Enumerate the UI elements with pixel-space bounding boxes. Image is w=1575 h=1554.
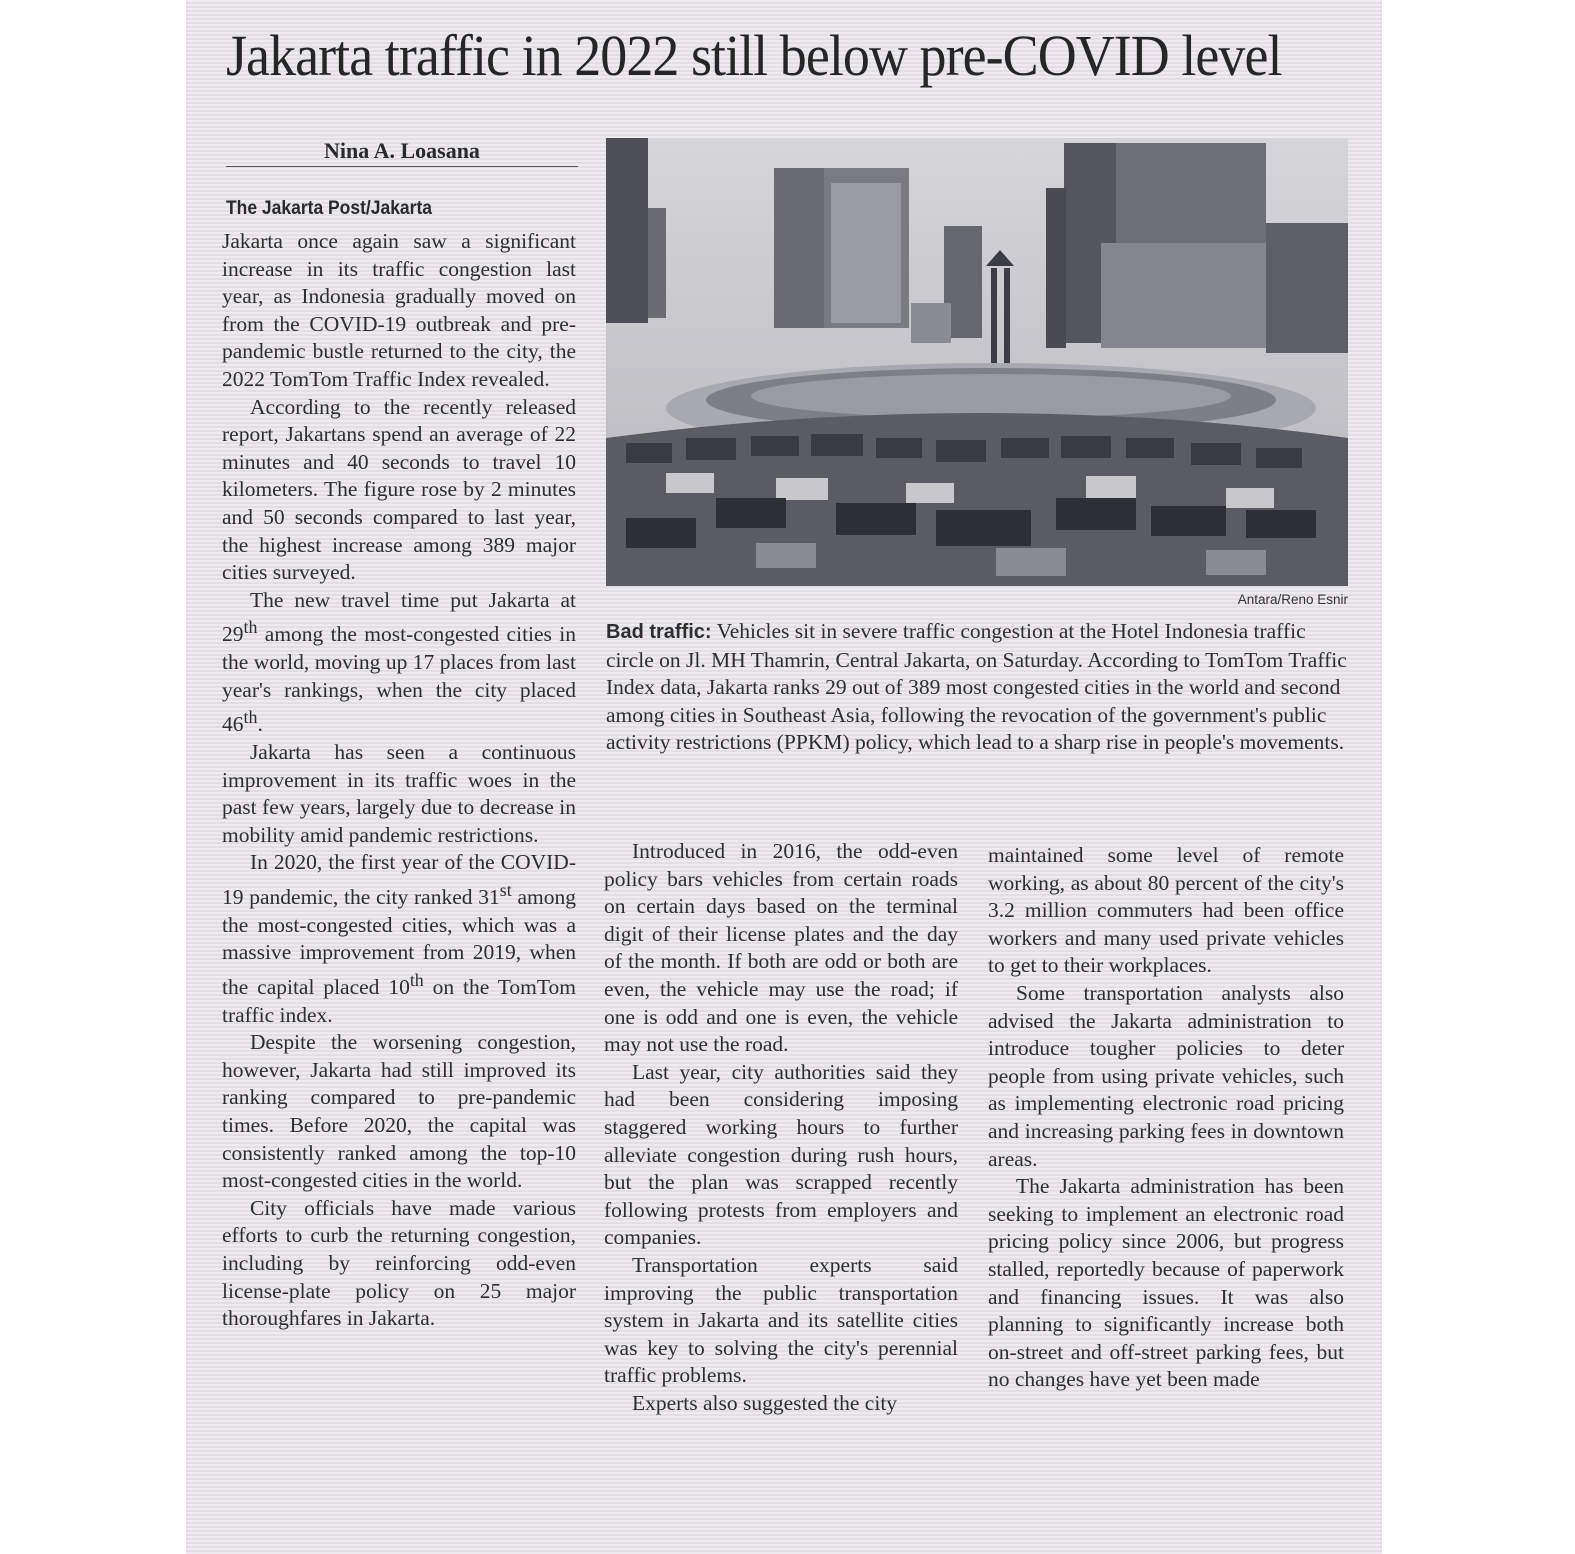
paragraph: Jakarta has seen a continuous improvement in its traffic woes in the past few years, largely due to decrease in mobility amid pandemic restrictions. bbox=[222, 740, 576, 847]
photo-credit: Antara/Reno Esnir bbox=[1237, 592, 1348, 607]
article-column-3 bbox=[988, 842, 1344, 1394]
caption-lead: Bad traffic: bbox=[606, 621, 712, 643]
byline: Nina A. Loasana bbox=[324, 138, 480, 163]
paragraph: Experts also suggested the city bbox=[631, 1390, 898, 1415]
paragraph: Transportation experts said improving the public transportation system in Jakarta and its satellite cities was key to solving the city's perennial traffic problems. bbox=[604, 1252, 958, 1388]
paragraph: Introduced in 2016, the odd-even policy bars vehicles from certain roads on certain days based on the terminal digit of their license plates and the day of the month. If both are odd or both are even, the vehicle may use the road; if one is odd and one is even, the vehicle may not use the road. bbox=[604, 839, 958, 1057]
article-column-2 bbox=[604, 838, 958, 1417]
paragraph: The new travel time put Jakarta at 29th among the most-congested cities in the world, moving up 17 places from last year's rankings, when the city placed 46th. bbox=[222, 587, 576, 737]
caption-text: Vehicles sit in severe traffic congestion at the Hotel Indonesia traffic circle on Jl. MH Thamrin, Central Jakarta, on Saturday. According to TomTom Traffic Index data, Jakarta ranks 29 out of 389 most congested cities in the world and second among cities in Southeast Asia, following the revocation of the government's public activity restrictions (PPKM) policy, which lead to a sharp rise in people's movements. bbox=[606, 619, 1347, 754]
paragraph: Jakarta once again saw a significant increase in its traffic congestion last year, as Indonesia gradually moved on from the COVID-19 outbreak and pre-pandemic bustle returned to the city, the 2022 TomTom Traffic Index revealed. bbox=[222, 229, 576, 391]
paragraph: According to the recently released report, Jakartans spend an average of 22 minutes and 40 seconds to travel 10 kilometers. The figure rose by 2 minutes and 50 seconds compared to last year, the highest increase among 389 major cities surveyed. bbox=[222, 394, 576, 585]
paragraph: Despite the worsening congestion, however, Jakarta had still improved its ranking compared to pre-pandemic times. Before 2020, the capital was consistently ranked among the top-10 most-congested cities in the world. bbox=[222, 1030, 576, 1193]
paragraph: In 2020, the first year of the COVID-19 pandemic, the city ranked 31st among the most-congested cities, which was a massive improvement from 2019, when the capital placed 10th on the TomTom traffic index. bbox=[222, 850, 577, 1027]
paragraph: maintained some level of remote working, as about 80 percent of the city's 3.2 million commuters had been office workers and many used private vehicles to get to their workplaces. bbox=[988, 843, 1344, 978]
paragraph: Last year, city authorities said they had been considering imposing staggered working hours to further alleviate congestion during rush hours, but the plan was scrapped recently following protests from employers and companies. bbox=[604, 1059, 958, 1250]
paragraph: The Jakarta administration has been seeking to implement an electronic road pricing policy since 2006, but progress stalled, reportedly because of paperwork and financing issues. It was also planning to significantly increase both on-street and off-street parking fees, but no changes have yet been made bbox=[988, 1174, 1344, 1392]
paragraph: City officials have made various efforts to curb the returning congestion, including by reinforcing odd-even license-plate policy on 25 major thoroughfares in Jakarta. bbox=[222, 1195, 576, 1331]
traffic-photo bbox=[606, 138, 1348, 586]
photo-caption bbox=[606, 618, 1348, 757]
byline-rule bbox=[226, 166, 578, 167]
article-column-1 bbox=[222, 228, 576, 1333]
dateline: The Jakarta Post/Jakarta bbox=[226, 198, 432, 219]
paragraph: Some transportation analysts also advised the Jakarta administration to introduce tougher policies to deter people from using private vehicles, such as implementing electronic road pricing and increasing parking fees in downtown areas. bbox=[988, 980, 1344, 1171]
headline: Jakarta traffic in 2022 still below pre-COVID level bbox=[226, 23, 1282, 88]
